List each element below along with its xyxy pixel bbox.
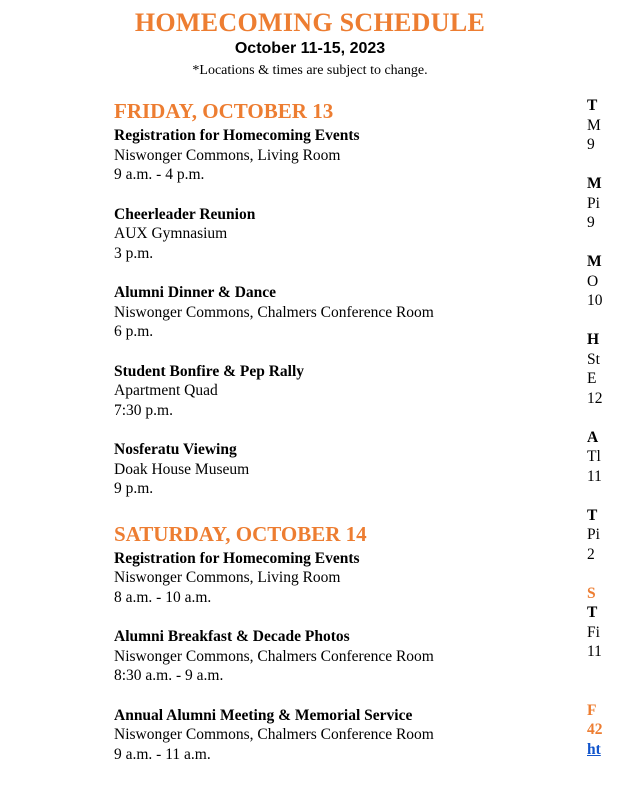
cropped-text-fragment: O xyxy=(587,272,599,290)
day-heading: SATURDAY, OCTOBER 14 xyxy=(114,521,367,546)
event-time: 9 a.m. - 11 a.m. xyxy=(114,745,211,763)
schedule-event xyxy=(114,549,554,608)
cropped-text-fragment: 11 xyxy=(587,643,602,660)
cropped-text-fragment xyxy=(587,233,600,253)
page-title: HOMECOMING SCHEDULE xyxy=(134,8,486,37)
event-name: Annual Alumni Meeting & Memorial Service xyxy=(114,706,413,724)
event-location: Niswonger Commons, Living Room xyxy=(114,146,341,164)
cropped-text-fragment: M xyxy=(587,253,602,270)
cropped-text-fragment: H xyxy=(587,331,600,348)
event-location: Niswonger Commons, Chalmers Conference Room xyxy=(114,647,434,665)
cropped-text-fragment xyxy=(587,486,600,506)
event-name: Alumni Breakfast & Decade Photos xyxy=(114,628,350,645)
event-time: 8 a.m. - 10 a.m. xyxy=(114,588,212,606)
cropped-text-fragment xyxy=(587,311,600,331)
schedule-event xyxy=(114,283,554,342)
cropped-text-fragment: Tl xyxy=(587,448,601,465)
event-location: Niswonger Commons, Living Room xyxy=(114,569,341,586)
cropped-text-fragment: 9 xyxy=(587,136,595,153)
event-dates: October 11-15, 2023 xyxy=(234,40,386,57)
cropped-text-fragment: T xyxy=(587,604,598,621)
change-notice: *Locations & times are subject to change. xyxy=(192,63,428,78)
event-time: 3 p.m. xyxy=(114,244,154,262)
day-heading: FRIDAY, OCTOBER 13 xyxy=(114,99,334,123)
event-time: 9 p.m. xyxy=(114,480,154,497)
cropped-text-fragment: S xyxy=(587,584,596,602)
event-name: Cheerleader Reunion xyxy=(114,205,256,223)
event-name: Student Bonfire & Pep Rally xyxy=(114,362,305,380)
event-location: AUX Gymnasium xyxy=(114,225,228,242)
cropped-text-fragment: 11 xyxy=(587,467,602,485)
cropped-text-fragment: A xyxy=(587,428,599,446)
day-section xyxy=(114,519,554,765)
event-location: Niswonger Commons, Chalmers Conference Room xyxy=(114,303,434,321)
event-time: 9 a.m. - 4 p.m. xyxy=(114,166,205,183)
cropped-text-fragment: T xyxy=(587,506,598,524)
left-schedule-column xyxy=(114,96,554,784)
cropped-text-fragment: E xyxy=(587,370,597,387)
cropped-text-fragment xyxy=(587,155,600,175)
cropped-link-fragment[interactable]: ht xyxy=(587,740,601,758)
cropped-text-fragment: St xyxy=(587,350,600,368)
event-name: Alumni Dinner & Dance xyxy=(114,284,277,301)
event-name: Registration for Homecoming Events xyxy=(114,549,360,567)
cropped-text-fragment: T xyxy=(587,97,598,114)
event-time: 8:30 a.m. - 9 a.m. xyxy=(114,667,224,684)
schedule-event xyxy=(114,627,554,686)
event-location: Doak House Museum xyxy=(114,460,250,478)
cropped-text-fragment: 2 xyxy=(587,545,595,563)
cropped-text-fragment: Pi xyxy=(587,194,600,212)
cropped-text-fragment: F xyxy=(587,701,597,719)
event-location: Niswonger Commons, Chalmers Conference Room xyxy=(114,726,434,743)
event-name: Registration for Homecoming Events xyxy=(114,127,360,144)
schedule-event xyxy=(114,362,554,421)
schedule-event xyxy=(114,126,554,185)
day-section xyxy=(114,96,554,499)
event-location: Apartment Quad xyxy=(114,382,218,399)
event-time: 6 p.m. xyxy=(114,323,154,340)
right-schedule-column-cropped xyxy=(587,96,603,759)
cropped-text-fragment: M xyxy=(587,116,601,134)
cropped-text-fragment xyxy=(587,408,600,428)
cropped-text-fragment: 9 xyxy=(587,214,595,231)
cropped-text-fragment: 42 xyxy=(587,721,603,738)
event-name: Nosferatu Viewing xyxy=(114,441,237,458)
schedule-event xyxy=(114,205,554,264)
cropped-text-fragment: 10 xyxy=(587,292,603,309)
schedule-event xyxy=(114,706,554,765)
cropped-text-fragment xyxy=(587,681,600,701)
schedule-event xyxy=(114,440,554,499)
cropped-text-fragment xyxy=(587,564,600,584)
cropped-text-fragment xyxy=(587,662,600,682)
cropped-text-fragment: M xyxy=(587,175,602,192)
cropped-text-fragment: 12 xyxy=(587,389,603,407)
cropped-text-fragment: Pi xyxy=(587,526,600,543)
event-time: 7:30 p.m. xyxy=(114,401,173,419)
cropped-text-fragment: Fi xyxy=(587,623,600,641)
